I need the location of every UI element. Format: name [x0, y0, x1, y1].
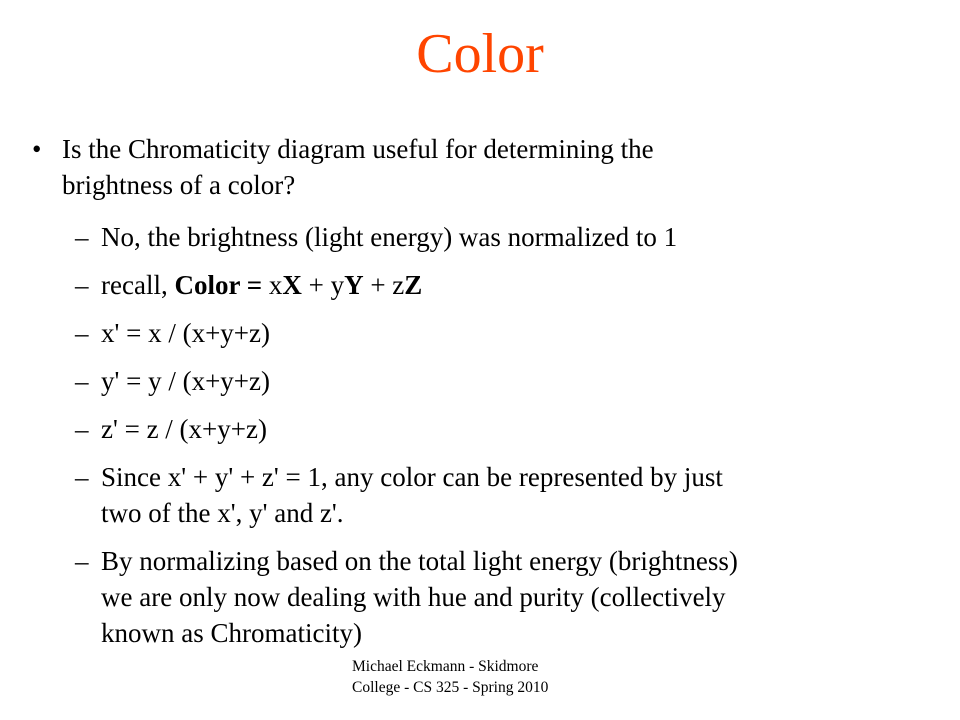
z-upper: Z [404, 270, 423, 300]
y-upper: Y [344, 270, 364, 300]
dash-marker: – [75, 546, 89, 576]
plus-z: + z [363, 270, 405, 300]
dash-marker: – [75, 222, 89, 252]
sub-bullet-normalizing-line-2: we are only now dealing with hue and purity (collectively [101, 582, 726, 612]
sub-bullet-x-prime: x' = x / (x+y+z) [101, 318, 271, 348]
footer-line-1: Michael Eckmann - Skidmore [352, 658, 539, 675]
dash-marker: – [75, 318, 89, 348]
sub-bullet-color-equation [101, 268, 422, 302]
color-equals: Color = [174, 270, 263, 300]
dash-marker: – [75, 414, 89, 444]
recall-prefix: recall, [101, 270, 175, 300]
main-bullet-line-2: brightness of a color? [62, 170, 296, 200]
plus-y: + y [301, 270, 345, 300]
sub-bullet-normalizing-line-1: By normalizing based on the total light energy (brightness) [101, 546, 738, 576]
sub-bullet-sum-line-1: Since x' + y' + z' = 1, any color can be represented by just [101, 462, 723, 492]
dash-marker: – [75, 366, 89, 396]
sub-bullet-z-prime: z' = z / (x+y+z) [101, 414, 267, 444]
x-upper: X [282, 270, 302, 300]
x-lower: x [262, 270, 283, 300]
slide-footer [352, 656, 548, 698]
sub-bullet-normalizing-line-3: known as Chromaticity) [101, 618, 362, 648]
dash-marker: – [75, 462, 89, 492]
main-bullet-line-1: Is the Chromaticity diagram useful for determining the [62, 134, 654, 164]
sub-bullet-y-prime: y' = y / (x+y+z) [101, 366, 271, 396]
bullet-marker: • [32, 134, 42, 164]
slide-title: Color [416, 23, 544, 85]
sub-bullet-normalized: No, the brightness (light energy) was normalized to 1 [101, 222, 678, 252]
dash-marker: – [75, 270, 89, 300]
footer-line-2: College - CS 325 - Spring 2010 [352, 679, 549, 696]
sub-bullet-sum-line-2: two of the x', y' and z'. [101, 498, 344, 528]
